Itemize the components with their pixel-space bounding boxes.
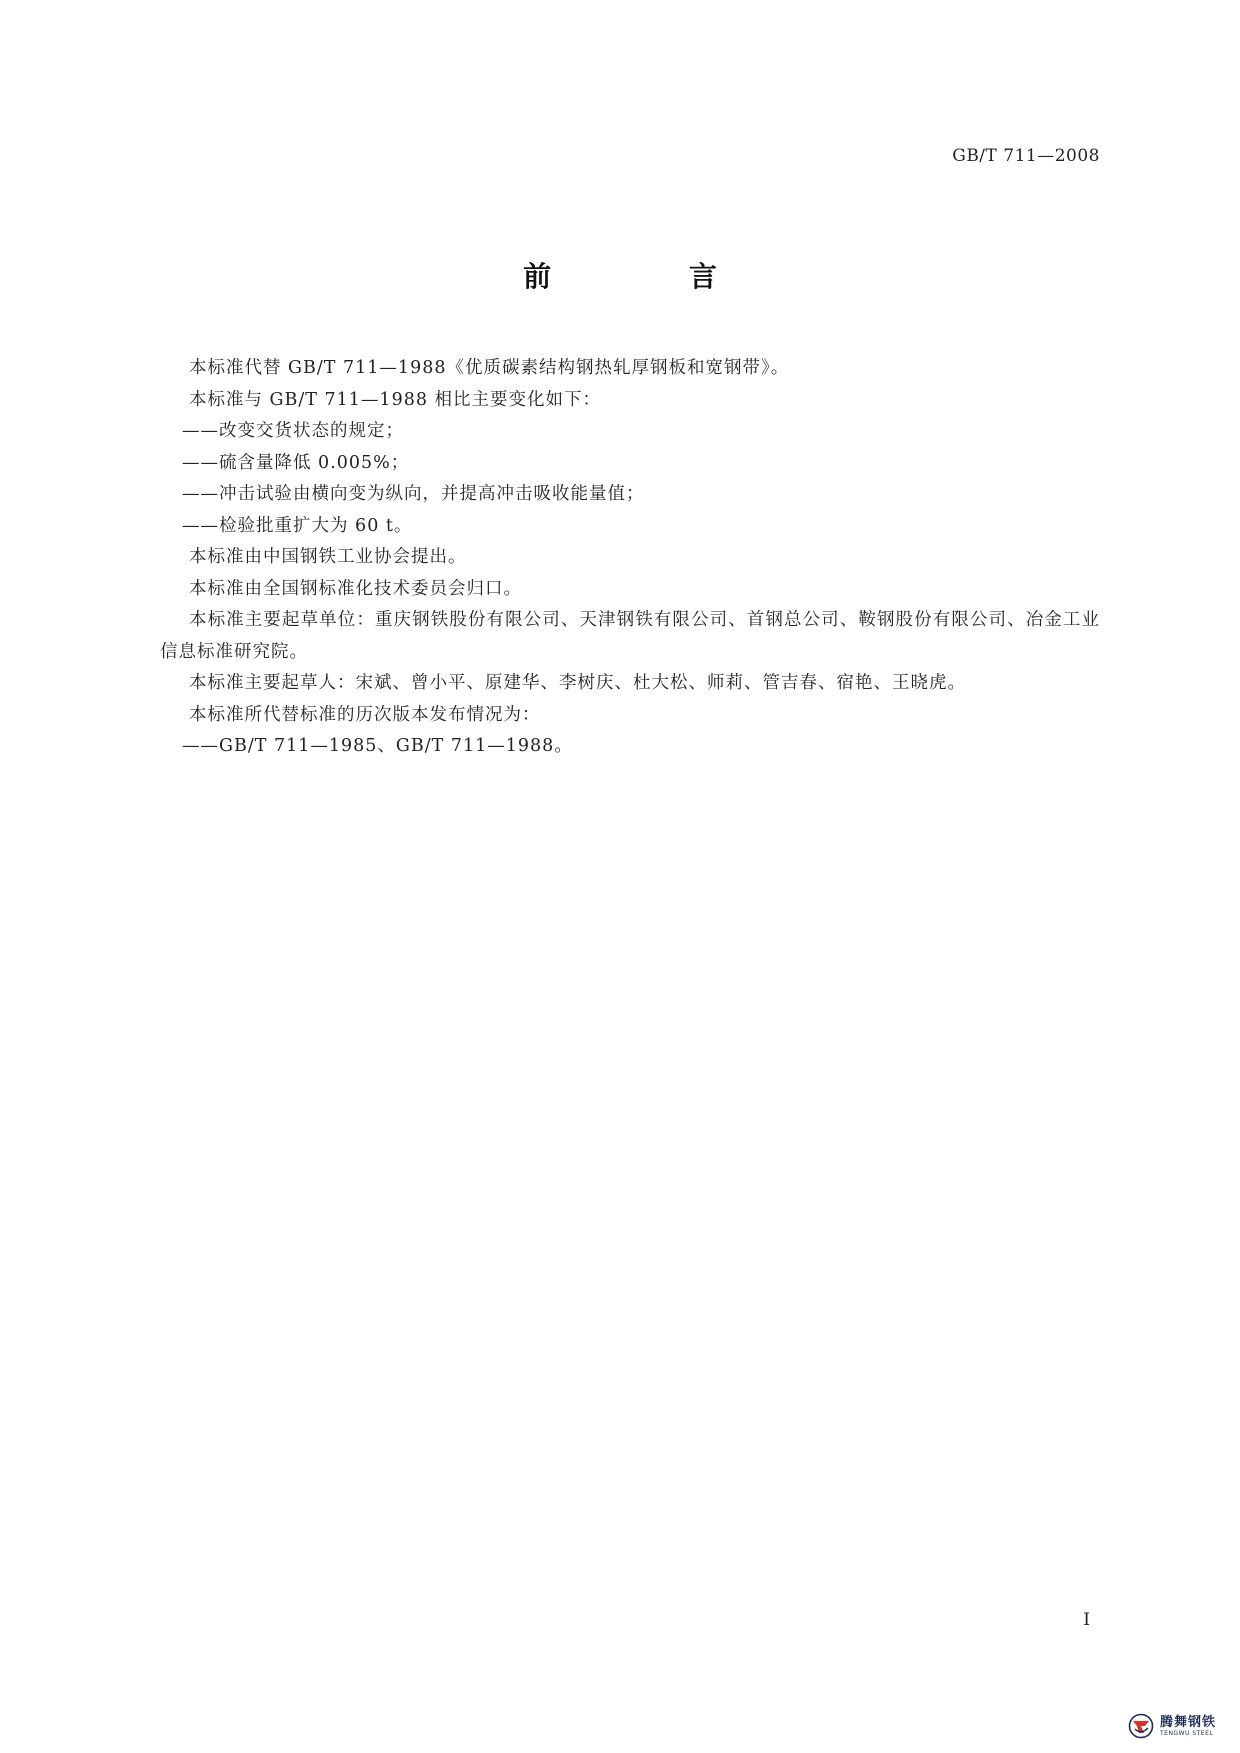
list-item: ——硫含量降低 0.005%； xyxy=(182,452,410,473)
standard-code: GB/T 711—2008 xyxy=(952,146,1100,166)
paragraph-changes-intro: 本标准与 GB/T 711—1988 相比主要变化如下： xyxy=(189,389,602,410)
paragraph-proposed-by: 本标准由中国钢铁工业协会提出。 xyxy=(189,547,467,567)
paragraph-managed-by: 本标准由全国钢标准化技术委员会归口。 xyxy=(189,578,522,599)
foreword-body xyxy=(160,353,1100,763)
logo-name-cn: 腾舞钢铁 xyxy=(1159,1714,1216,1730)
brand-logo xyxy=(1128,1713,1216,1739)
logo-name-en: TENGWU STEEL xyxy=(1159,1729,1214,1737)
page-number: I xyxy=(1083,1610,1090,1630)
list-item: ——检验批重扩大为 60 t。 xyxy=(182,515,413,536)
tengwu-steel-logo-icon xyxy=(1128,1713,1154,1739)
page-title: 前 言 xyxy=(523,260,781,293)
paragraph-drafters: 本标准主要起草人：宋斌、曾小平、原建华、李树庆、杜大松、师莉、管吉春、宿艳、王晓虎。 xyxy=(189,673,966,693)
list-item: ——改变交货状态的规定； xyxy=(182,421,404,441)
list-item-history: ——GB/T 711—1985、GB/T 711—1988。 xyxy=(182,736,573,756)
logo-text xyxy=(1160,1716,1216,1737)
paragraph-replaces: 本标准代替 GB/T 711—1988《优质碳素结构钢热轧厚钢板和宽钢带》。 xyxy=(189,358,790,378)
paragraph-history-intro: 本标准所代替标准的历次版本发布情况为： xyxy=(189,704,541,725)
list-item: ——冲击试验由横向变为纵向，并提高冲击吸收能量值； xyxy=(182,484,645,504)
paragraph-drafting-units: 本标准主要起草单位：重庆钢铁股份有限公司、天津钢铁有限公司、首钢总公司、鞍钢股份有限公司、冶金工业信息标准研究院。 xyxy=(160,610,1100,662)
